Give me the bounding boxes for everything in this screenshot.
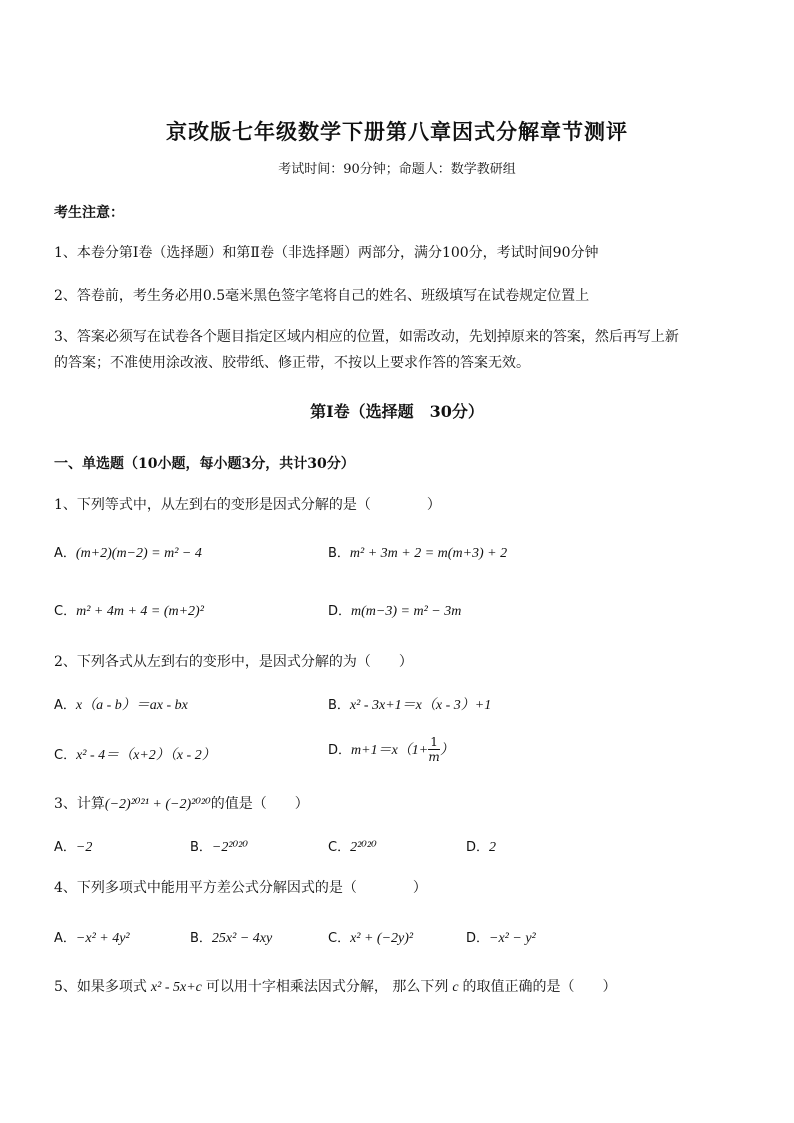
option-label: A． — [54, 931, 76, 946]
question-3-option-b — [190, 836, 248, 856]
stem-expression: x² - 5x+c — [150, 980, 202, 995]
notice-heading: 考生注意： — [54, 205, 124, 221]
option-label: A． — [54, 840, 76, 855]
option-expression: m² + 3m + 2 = m(m+3) + 2 — [349, 546, 508, 561]
option-expression: x（a - b）＝ax - bx — [75, 698, 188, 713]
question-1-option-b — [328, 542, 507, 562]
question-2-stem: 2、下列各式从左到右的变形中，是因式分解的为（ ） — [54, 654, 413, 670]
fraction-numerator: 1 — [430, 735, 438, 749]
question-4-option-c — [328, 927, 413, 947]
option-label: D． — [328, 604, 352, 619]
fraction — [428, 735, 440, 764]
option-expression: x² + (−2y)² — [350, 931, 414, 946]
option-label: B． — [328, 698, 350, 713]
question-4-option-b — [190, 927, 272, 947]
question-2-option-d — [328, 735, 454, 764]
option-label: C． — [54, 748, 77, 763]
option-expression-end: ） — [439, 743, 454, 758]
question-3-option-c — [328, 836, 377, 856]
option-label: C． — [328, 840, 351, 855]
question-4-option-a — [54, 927, 130, 947]
section-title: 第Ⅰ卷（选择题 30分） — [310, 402, 484, 421]
stem-text-end: 的取值正确的是（ ） — [462, 979, 617, 995]
stem-expression: (−2)²⁰²¹ + (−2)²⁰²⁰ — [104, 797, 211, 812]
option-expression: (m+2)(m−2) = m² − 4 — [75, 546, 202, 561]
question-2-option-b — [328, 694, 491, 714]
option-label: B． — [328, 546, 350, 561]
option-expression: x² - 3x+1＝x（x - 3）+1 — [349, 698, 492, 713]
notice-item-3-line-2: 的答案；不准使用涂改液、胶带纸、修正带，不按以上要求作答的答案无效。 — [54, 355, 530, 371]
option-expression: −x² − y² — [489, 931, 536, 946]
question-4-stem: 4、下列多项式中能用平方差公式分解因式的是（ ） — [54, 880, 427, 896]
option-label: B． — [190, 931, 212, 946]
notice-item-1: 1、本卷分第Ⅰ卷（选择题）和第Ⅱ卷（非选择题）两部分，满分100分，考试时间90分钟 — [54, 245, 599, 261]
notice-item-2: 2、答卷前，考生务必用0.5毫米黑色签字笔将自己的姓名、班级填写在试卷规定位置上 — [54, 288, 590, 304]
option-label: C． — [54, 604, 77, 619]
question-1-stem: 1、下列等式中，从左到右的变形是因式分解的是（ ） — [54, 497, 441, 513]
option-label: D． — [466, 931, 490, 946]
option-expression: −2²⁰²⁰ — [211, 840, 248, 855]
question-1-option-c — [54, 600, 204, 620]
option-expression: 25x² − 4xy — [211, 931, 273, 946]
exam-info: 考试时间：90分钟；命题人：数学教研组 — [278, 162, 516, 177]
notice-item-3-line-1: 3、答案必须写在试卷各个题目指定区域内相应的位置，如需改动，先划掉原来的答案，然后再写上新 — [54, 329, 679, 345]
option-expression: −2 — [75, 840, 93, 855]
question-3-option-a — [54, 836, 92, 856]
fraction-denominator: m — [428, 750, 440, 764]
question-4-option-d — [466, 927, 536, 947]
option-expression: −x² + 4y² — [75, 931, 130, 946]
question-2-option-c — [54, 744, 216, 764]
option-label: A． — [54, 546, 76, 561]
option-expression: 2²⁰²⁰ — [350, 840, 377, 855]
option-label: D． — [328, 743, 352, 758]
question-5-stem — [54, 976, 617, 996]
stem-text: 5、如果多项式 — [54, 979, 147, 995]
page-title: 京改版七年级数学下册第八章因式分解章节测评 — [166, 119, 628, 144]
stem-variable: c — [452, 980, 459, 995]
stem-text-middle: 可以用十字相乘法因式分解， 那么下列 — [205, 979, 449, 995]
option-label: B． — [190, 840, 212, 855]
option-expression: m² + 4m + 4 = (m+2)² — [76, 604, 204, 619]
question-3-option-d — [466, 836, 496, 856]
part-heading: 一、单选题（10小题，每小题3分，共计30分） — [54, 456, 355, 472]
question-1-option-d — [328, 600, 461, 620]
option-label: D． — [466, 840, 490, 855]
option-label: A． — [54, 698, 76, 713]
question-2-option-a — [54, 694, 188, 714]
stem-text-end: 的值是（ ） — [210, 796, 309, 812]
option-label: C． — [328, 931, 351, 946]
stem-text: 3、计算 — [54, 796, 105, 812]
option-expression: x² - 4＝（x+2）（x - 2） — [76, 748, 216, 763]
option-expression: 2 — [489, 840, 497, 855]
question-1-option-a — [54, 542, 202, 562]
question-3-stem — [54, 793, 309, 813]
option-expression: m(m−3) = m² − 3m — [351, 604, 462, 619]
option-expression-start: m+1＝x（1+ — [351, 743, 429, 758]
